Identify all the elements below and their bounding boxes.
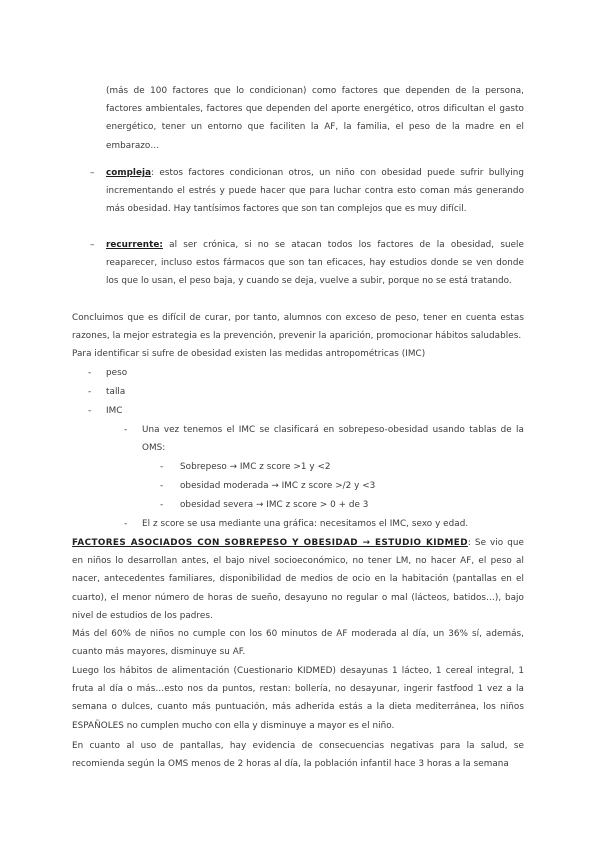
classification-sobrepeso: Sobrepeso → IMC z score >1 y <2: [180, 462, 331, 472]
sub-bullet-marker: -: [124, 425, 128, 435]
measure-marker: -: [88, 368, 92, 378]
factores-text: : Se vio que en niños lo desarrollan antes, el bajo nivel socioeconómico, no tener LM, no hacer AF, el peso al nacer, antecedentes familiares, disponibilidad de medios de ocio en la habitación (pantallas en el cuarto), el menor número de horas de sueño, desayuno no regular o mal (lácteos, batidos…), bajo nivel de estudios de los padres.: [72, 538, 524, 621]
measure-imc: IMC: [106, 406, 123, 416]
bullet-compleja: [106, 164, 524, 219]
classification-obesidad-severa: obesidad severa → IMC z score > 0 + de 3: [180, 500, 369, 510]
habitos-paragraph: Luego los hábitos de alimentación (Cuestionario KIDMED) desayunas 1 lácteo, 1 cereal integral, 1 fruta al día o más…esto nos da puntos, restan: bollería, no desayunar, ingerir fastfood 1 vez a la semana o dulces, cuanto más puntuación, más adherida estás a la dieta mediterránea, los niños ESPAÑOLES no cumplen mucho con ella y disminuye a mayor es el niño.: [72, 666, 524, 731]
measure-marker: -: [88, 387, 92, 397]
bullet-marker: –: [90, 240, 95, 250]
measure-marker: -: [88, 406, 92, 416]
bullet-compleja-text: : estos factores condicionan otros, un niño con obesidad puede sufrir bullying incrementando el estrés y puede hacer que para luchar contra esto coman más generando más obesidad. Hay tantísimos factores que son tan complejos que es muy difícil.: [106, 168, 524, 215]
factores-section: [72, 534, 524, 625]
af-paragraph: Más del 60% de niños no cumple con los 60 minutos de AF moderada al día, un 36% sí, además, cuanto más mayores, disminuye su AF.: [72, 629, 524, 658]
keyword-compleja: compleja: [106, 168, 152, 178]
conclusion-paragraph: Concluimos que es difícil de curar, por tanto, alumnos con exceso de peso, tener en cuenta estas razones, la mejor estrategia es la prevención, prevenir la aparición, promocionar hábitos saludables.: [72, 313, 524, 342]
measure-peso: peso: [106, 368, 128, 378]
bullet-recurrente: [106, 236, 524, 291]
bullet-marker: –: [90, 168, 95, 178]
identify-line: Para identificar si sufre de obesidad existen las medidas antropométricas (IMC): [72, 349, 426, 359]
sub-bullet-marker: -: [124, 519, 128, 529]
factores-heading: FACTORES ASOCIADOS CON SOBREPESO Y OBESIDAD → ESTUDIO KIDMED: [72, 538, 468, 548]
intro-paragraph: (más de 100 factores que lo condicionan) como factores que dependen de la persona, factores ambientales, factores que dependen del aporte energético, otros dificultan el gasto energético, tener un entorno que faciliten la AF, la familia, el peso de la madre en el embarazo…: [106, 86, 524, 151]
measure-talla: talla: [106, 387, 126, 397]
imc-note: Una vez tenemos el IMC se clasificará en sobrepeso-obesidad usando tablas de la OMS:: [142, 425, 524, 454]
pantallas-paragraph: En cuanto al uso de pantallas, hay evidencia de consecuencias negativas para la salud, se recomienda según la OMS menos de 2 horas al día, la población infantil hace 3 horas a la semana: [72, 741, 524, 770]
sub-sub-bullet-marker: -: [160, 481, 164, 491]
zscore-note: El z score se usa mediante una gráfica: necesitamos el IMC, sexo y edad.: [142, 519, 469, 529]
keyword-recurrente: recurrente:: [106, 240, 163, 250]
sub-sub-bullet-marker: -: [160, 500, 164, 510]
sub-sub-bullet-marker: -: [160, 462, 164, 472]
bullet-recurrente-text: al ser crónica, si no se atacan todos los factores de la obesidad, suele reaparecer, incluso estos fármacos que son tan eficaces, hay estudios donde se ven donde los que lo usan, el peso baja, y cuando se deja, vuelve a subir, porque no se está tratando.: [106, 240, 524, 287]
classification-obesidad-moderada: obesidad moderada → IMC z score >/2 y <3: [180, 481, 376, 491]
